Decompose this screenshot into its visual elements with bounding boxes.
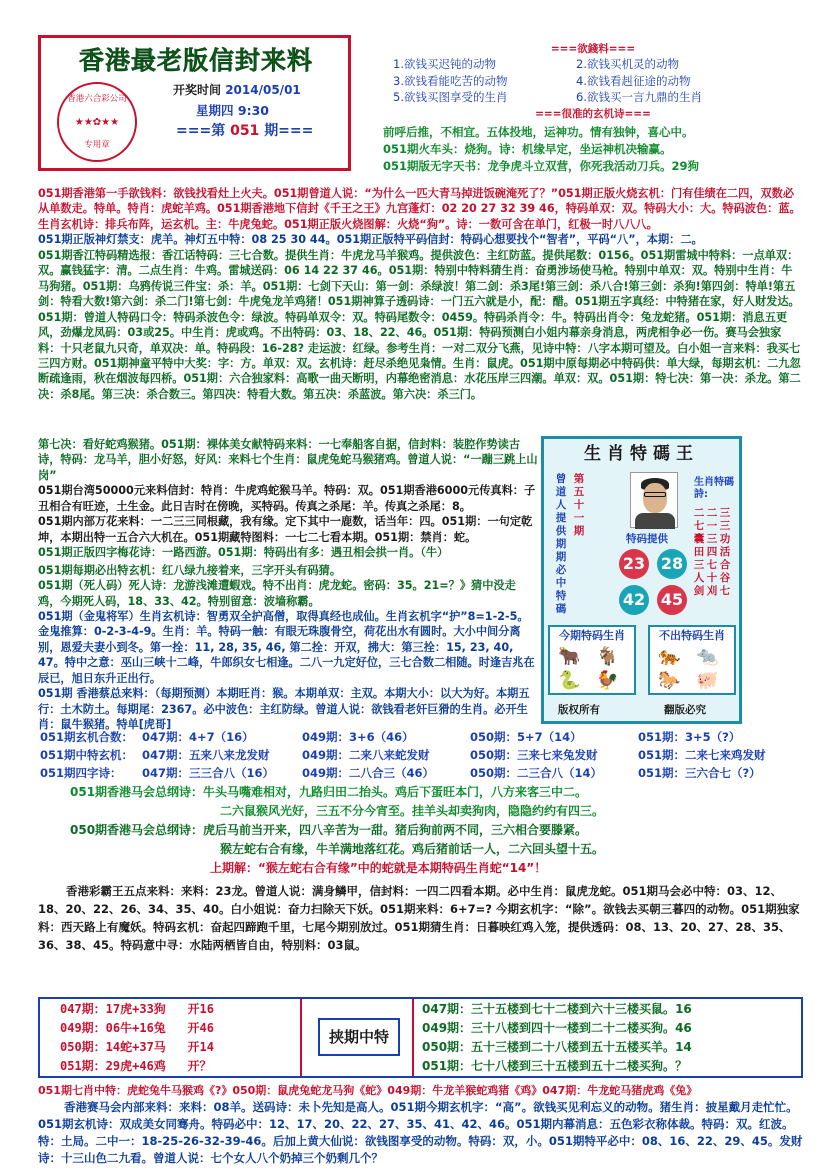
wishes-title: ===欲錢料=== (550, 43, 636, 55)
poem-column: 三三功活合谷七 (719, 507, 731, 597)
snake-icon: 🐍 (558, 670, 581, 691)
zodiac-panel (541, 436, 742, 724)
table-cell: 051期中特玄机： (40, 748, 134, 762)
row-text: 051期：29虎+46鸡 (60, 1059, 166, 1073)
table-cell: 051期玄机合数： (40, 730, 134, 744)
paragraph: 第七决：看好蛇鸡猴猪。051期：裸体美女献特码来料：一七奉船客自据，信封料：装腔作势读古诗，特码：龙马羊，胆小好怒，好风：来料七个生肖：鼠虎兔蛇马猴猪鸡。曾道人说：“一蹦三跳上山岗” (38, 438, 538, 482)
table-row (40, 746, 800, 764)
poem-line: 猴左蛇右合有缘，牛羊满地落红花。鸡后猪前话一人，二六回头望十五。 (220, 842, 605, 856)
this-issue-label: 今期特码生肖 (559, 629, 625, 642)
time: 9:30 (237, 103, 269, 118)
paragraph: 051期香港第一手欲钱料：欲钱找看灶上火夫。051期曾道人说：“为什么一匹大青马掉进饭碗淹死了？”051期正版火烧玄机：门有佳绩在二四，双数必从单数走。特单。特肖：虎蛇羊鸡。051期香港地下信封《千王之王》九宫蓬灯：02 20 27 32 39 46，特码单双：双。特码大小：大。特码波色：蓝。生肖玄机诗：排兵布阵，运玄机。主：牛虎兔蛇。051期正版火烧图解：火烧“狗”。诗：一数可含在单门，红极一时八八八。 (38, 187, 801, 231)
paragraph: 051期正版神灯禁支：虎羊。神灯五中特：08 25 30 44。051期正版特平码信封：特码心想要找个“智者”，平码“八”，本期：二。 (38, 233, 703, 247)
paragraph: 香港彩霸王五点来料：来料：23龙。曾道人说：满身鳞甲，信封料：一四二四看本期。必中生肖：鼠虎龙蛇。051期马会必中特：03、12、18、20、22、26、34、35、40。白小姐说：奋力扫除天下妖。051期来料：6+7=? 今期玄机字：“除”。欲钱去买朝三暮四的动物。051期独家料：西天路上有魔妖。特码玄机：奋起四蹄跑千里，七尾今期别放过。051期猜生肖：日暮映红鸡入笼，提供透码：08、13、20、27、28、35、36、38、45。特码意中寻：水陆两栖皆自由，特别料：03鼠。 (38, 884, 800, 952)
table-cell: 051期四字诗： (40, 766, 122, 780)
poem-line: 二六鼠猴风光好，三五不分今宵至。挂羊头却卖狗肉，隐隐约约有四三。 (220, 804, 605, 818)
poem-line: 051期火车头：烧狗。诗：机缘早定，坐运神机决输赢。 (383, 142, 672, 157)
bottom-block (38, 1082, 803, 1167)
not-issue-label: 不出特码生肖 (659, 629, 725, 642)
table-cell: 050期：二三合八（14） (470, 766, 603, 780)
side-text-block (38, 437, 538, 733)
poem-line: 前呼后推，不相宜。五体投地，运神功。情有独钟，喜心中。 (383, 124, 694, 139)
paragraph: 051期 香港蔡总来料：（每期预测）本期旺肖：猴。本期单双：主双。本期大小：以大为好。本期五行：土木防土。每期尾：2367。必中波色：主红防绿。曾道人说：欲钱看老奸巨猾的生肖。必开生肖：鼠牛猴猪。特单[虎哥] (38, 687, 530, 732)
wish-item: 4.欲钱看赳征途的动物 (576, 73, 691, 88)
paragraph: 051期正版四字梅花诗：一路西游。051期：特码出有多：遇丑相会拱一肖。（牛） (38, 546, 449, 560)
row-result: 46 (675, 1021, 692, 1035)
paragraph: 051期七肖中特：虎蛇兔牛马猴鸡《?》050期：鼠虎兔蛇龙马狗《蛇》049期：牛龙羊猴蛇鸡猪《鸡》047期：牛龙蛇马猪虎鸡《兔》 (38, 1084, 698, 1097)
table-row (60, 1019, 300, 1038)
table-cell: 051期：三六合七（?） (638, 766, 761, 780)
draw-date: 2014/05/01 (225, 83, 301, 97)
paragraph: 051期香江特码精选报：香江话特码：三七合数。提供生肖：牛虎龙马羊猴鸡。提供波色：主红防蓝。提供尾数：0156。051期雷城中特料：一点单双：双。赢钱猛字：清。二点生肖：牛鸡。雷城送码：06 14 22 37 46。051期：特别中特料猜生肖：奋勇涉场使马枪。特别中单双：双。特别中生肖：牛马狗猪。051期：乌鸦传说三件宝：杀：羊。051期：七剑下天山：第一剑：杀绿波！第二剑：杀3尾!第三剑：杀八合!第三剑：杀狗!第四剑：特单!第五剑：特看大数!第六剑：杀二门!第七剑：牛虎兔龙羊鸡猪！051期神算子透码诗：一门五六就是小，配：醋。051期五字真经：中特猪在家，好人财发达。051期：曾道人特码口令：特码杀波色令：绿波。特码单双令：双。特码尾数令：0459。特码杀肖令：牛。特码出肖令：兔龙蛇猪。051期：消息五更风，劲爆龙凤码：03或25。中生肖：虎或鸡。不出特码：03、18、22、46。051期：特码预测白小姐内幕亲身消息，两虎相争必一伤。赛马会独家料：十只老鼠九只奇，单双决：单。特码段：16-28? 走运波：红绿。参考生肖：一对二双分飞燕，见诗中特：八字本期可望及。白小姐一言来料：我买七三四方财。051期神童平特中大奖：字：方。单双：双。玄机诗：赶尽杀绝见枭情。生肖：鼠虎。051期中原每期必中特码供：单大绿，每期玄机：二九忽断疏逢雨，秋在烟波每四桥。051期：六合独家料：高歌一曲天断明，内幕绝密消息：水花压岸三四潮。单双：双。051期：特七决：第一决：杀龙。第二决：杀8尾。第三决：杀合数三。第四决：特看大数。第五决：杀蓝波。第六决：杀三门。 (38, 248, 801, 401)
row-text: 047期：三十五楼到七十二楼到六十三楼买鼠。 (422, 1002, 676, 1016)
pig-icon: 🐖 (696, 670, 719, 691)
weekday: 星期四 (196, 103, 234, 118)
paragraph: 051期台湾50000元来料信封：特肖：牛虎鸡蛇猴马羊。特码：双。051期香港6000元传真料：子丑相合有旺迹，土生金。此日吉时在傍晚，买特码。传真之杀尾：羊。传真之杀尾：8。 (38, 484, 536, 513)
number-ball: 23 (619, 549, 649, 579)
ox-icon: 🐂 (558, 646, 581, 667)
row-text: 049期：三十八楼到四十一楼到二十二楼买狗。 (422, 1021, 676, 1035)
vertical-text: 曾道人提供期期必中特碼 (555, 473, 567, 615)
wishes-section (383, 42, 803, 176)
paragraph: 051期（金鬼将军）生肖玄机诗：智勇双全护高僧，取得真经也成仙。生肖玄机字“护”8=1-2-5。金鬼推算：0-2-3-4-9。生肖：羊。特码一触：有眼无珠腹骨空，荷花出水有圆时。大小中间分离别，恩爱夫妻小到冬。第一拴：11, 28, 35, 46, 第二拴：开双，拂大：第三拴：15, 23, 40, 47。特中之意：巫山三峡十二峰，牛郎织女七相逢。二八一九定好位，三七合数二相随。时逢吉兆在辰已，旭日东升正出行。 (38, 609, 535, 685)
company-seal (57, 82, 137, 162)
draw-time-label: 开奖时间 (173, 83, 222, 97)
issue-suffix: 期=== (264, 123, 314, 139)
row-result: 开14 (187, 1040, 214, 1054)
seal-bottom-text: 专用章 (84, 140, 110, 150)
portrait-image (630, 472, 678, 528)
seal-stars: ★★✿★★ (74, 117, 120, 128)
table-cell: 049期：二八合三（46） (302, 766, 435, 780)
rooster-icon: 🐓 (596, 670, 619, 691)
provide-label: 特码提供 (626, 533, 668, 545)
page-title: 香港最老版信封来料 (78, 46, 313, 75)
row-result: 开16 (187, 1002, 214, 1016)
wish-item: 6.欲钱买一言九鼎的生肖 (576, 90, 702, 105)
table-row (60, 1038, 300, 1057)
poem-title: ===很准的玄机诗=== (535, 108, 651, 121)
racing-poems (70, 783, 790, 878)
paragraph: 051期内部万花来料：一二三三同根藏，我有缘。定下其中一鹿数，话当年：四。051期：一句定乾坤，本期出特一五合六大机在。051期藏特图料：一七二七看本期。051期：禁肖：蛇。 (38, 515, 533, 544)
table-cell: 050期：5+7（14） (470, 730, 582, 744)
poem-block (383, 124, 803, 176)
vertical-text: 第五十一期 (573, 473, 585, 537)
poem-line: 051期香港马会总纲诗：牛头马嘴难相对，九路归田二抬头。鸡后下蛋旺本门，八方来客三中二。 (70, 785, 588, 799)
copyright-label: 版权所有 (558, 704, 600, 716)
draw-time (173, 82, 301, 99)
row-text: 050期：14蛇+37马 (60, 1040, 166, 1054)
row-text: 050期：五十三楼到二十八楼到五十五楼买羊。 (422, 1040, 676, 1054)
rat-icon: 🐀 (696, 646, 719, 667)
piracy-label: 翻版必究 (664, 704, 706, 716)
goat-icon: 🐐 (596, 646, 619, 667)
game-label: 挟期中特 (318, 1018, 400, 1056)
wish-item: 5.欲钱买图享受的生肖 (393, 90, 508, 105)
table-row (422, 1000, 801, 1019)
table-cell: 047期：4+7（16） (142, 730, 254, 744)
row-text: 049期：06牛+16兔 (60, 1021, 166, 1035)
number-ball: 28 (657, 549, 687, 579)
number-ball: 42 (619, 585, 649, 615)
table-cell: 047期：五来八来龙发财 (142, 748, 270, 762)
row-text: 051期：七十八楼到三十五楼到五十二楼买狗。 (422, 1059, 676, 1073)
row-result: 14 (675, 1040, 692, 1054)
paragraph: 香港赛马会内部来料：来料：08羊。送码诗：未卜先知是高人。051期今期玄机字：“高”。欲钱买见利忘义的动物。猪生肖：披星戴月走忙忙。051期玄机诗：双成美女同骞舟。特码必中：12、17、20、22、27、35、41、42、46。051期内幕消息：五色彩衣称体裁。特码：双。红波。特：土局。二中一：18-25-26-32-39-46。后加上黄大仙说：欲钱图享受的动物。特码：双，小。051期特平必中：08、16、22、29、45。发财诗：十三山色二九看。曾道人说：七个女人八个奶掉三个奶剩几个？ (38, 1100, 803, 1165)
paragraph: 051期每期必出特玄机：红八绿九接着来，三字开头有码猜。 (38, 563, 342, 577)
poem-label: 生肖特碼詩: (694, 477, 734, 500)
table-cell: 050期：三来七来兔发财 (470, 748, 598, 762)
table-row (40, 764, 800, 782)
poem-line: 上期解：“猴左蛇右合有缘”中的蛇就是本期特码生肖蛇“14”！ (210, 861, 547, 875)
this-issue-box (548, 625, 636, 695)
poem-line: 050期香港马会总纲诗：虎后马前当开来，四八辛苦为一甜。猪后狗前两不同，三六相合要滕紧。 (70, 823, 588, 837)
poem-column: 二七囊田三人剑 (693, 507, 705, 597)
table-cell: 049期：3+6（46） (302, 730, 414, 744)
wish-item: 3.欲钱看能吃苦的动物 (393, 73, 508, 88)
table-cell: 051期：3+5（?） (638, 730, 741, 744)
table-row (60, 1000, 300, 1019)
main-text-block (38, 186, 803, 402)
mystery-table (40, 728, 800, 782)
horse-icon: 🐎 (658, 670, 681, 691)
poem-line: 051期版无字天书：龙争虎斗立双营，你死我活动刀兵。29狗 (383, 159, 700, 174)
paragraph: 051期（死人码）死人诗：龙游浅滩遭蝦戏。特不出肖：虎龙蛇。密码：35。21=？》猜中没走鸡，今期死人码，18、33、42。特别留意：波墙称霸。 (38, 579, 516, 608)
zodiac-panel-title: 生肖特碼王 (584, 444, 699, 464)
row-result: ？ (675, 1059, 688, 1073)
table-row (422, 1038, 801, 1057)
seal-top-text: 香港六合彩公司 (67, 94, 127, 104)
weekday-time (196, 102, 269, 119)
wish-item: 2.欲钱买机灵的动物 (576, 57, 679, 72)
not-issue-box (648, 625, 736, 695)
wishes-list (393, 56, 803, 105)
table-cell: 051期：二来七来鸡发财 (638, 748, 766, 762)
row-result: 开46 (187, 1021, 214, 1035)
table-row (422, 1019, 801, 1038)
table-row (422, 1057, 801, 1076)
table-cell: 047期：三三合八（16） (142, 766, 275, 780)
wish-item: 1.欲钱买迟钝的动物 (393, 57, 496, 72)
game-mid (304, 999, 414, 1076)
row-result: 开？ (187, 1059, 212, 1073)
poem-column: 二一三四七十刈 (706, 507, 718, 597)
number-ball: 45 (657, 585, 687, 615)
issue-prefix: ===第 (176, 123, 226, 139)
game-right (416, 999, 801, 1076)
issue-no: 051 (230, 123, 260, 139)
table-row (60, 1057, 300, 1076)
row-result: 16 (675, 1002, 692, 1016)
tiger-icon: 🐅 (658, 646, 681, 667)
table-cell: 049期：二来八来蛇发财 (302, 748, 430, 762)
game-box (38, 997, 803, 1078)
header-box (38, 35, 351, 171)
table-row (40, 728, 800, 746)
row-text: 047期：17虎+33狗 (60, 1002, 166, 1016)
game-left (40, 999, 302, 1076)
issue-number (176, 122, 313, 141)
